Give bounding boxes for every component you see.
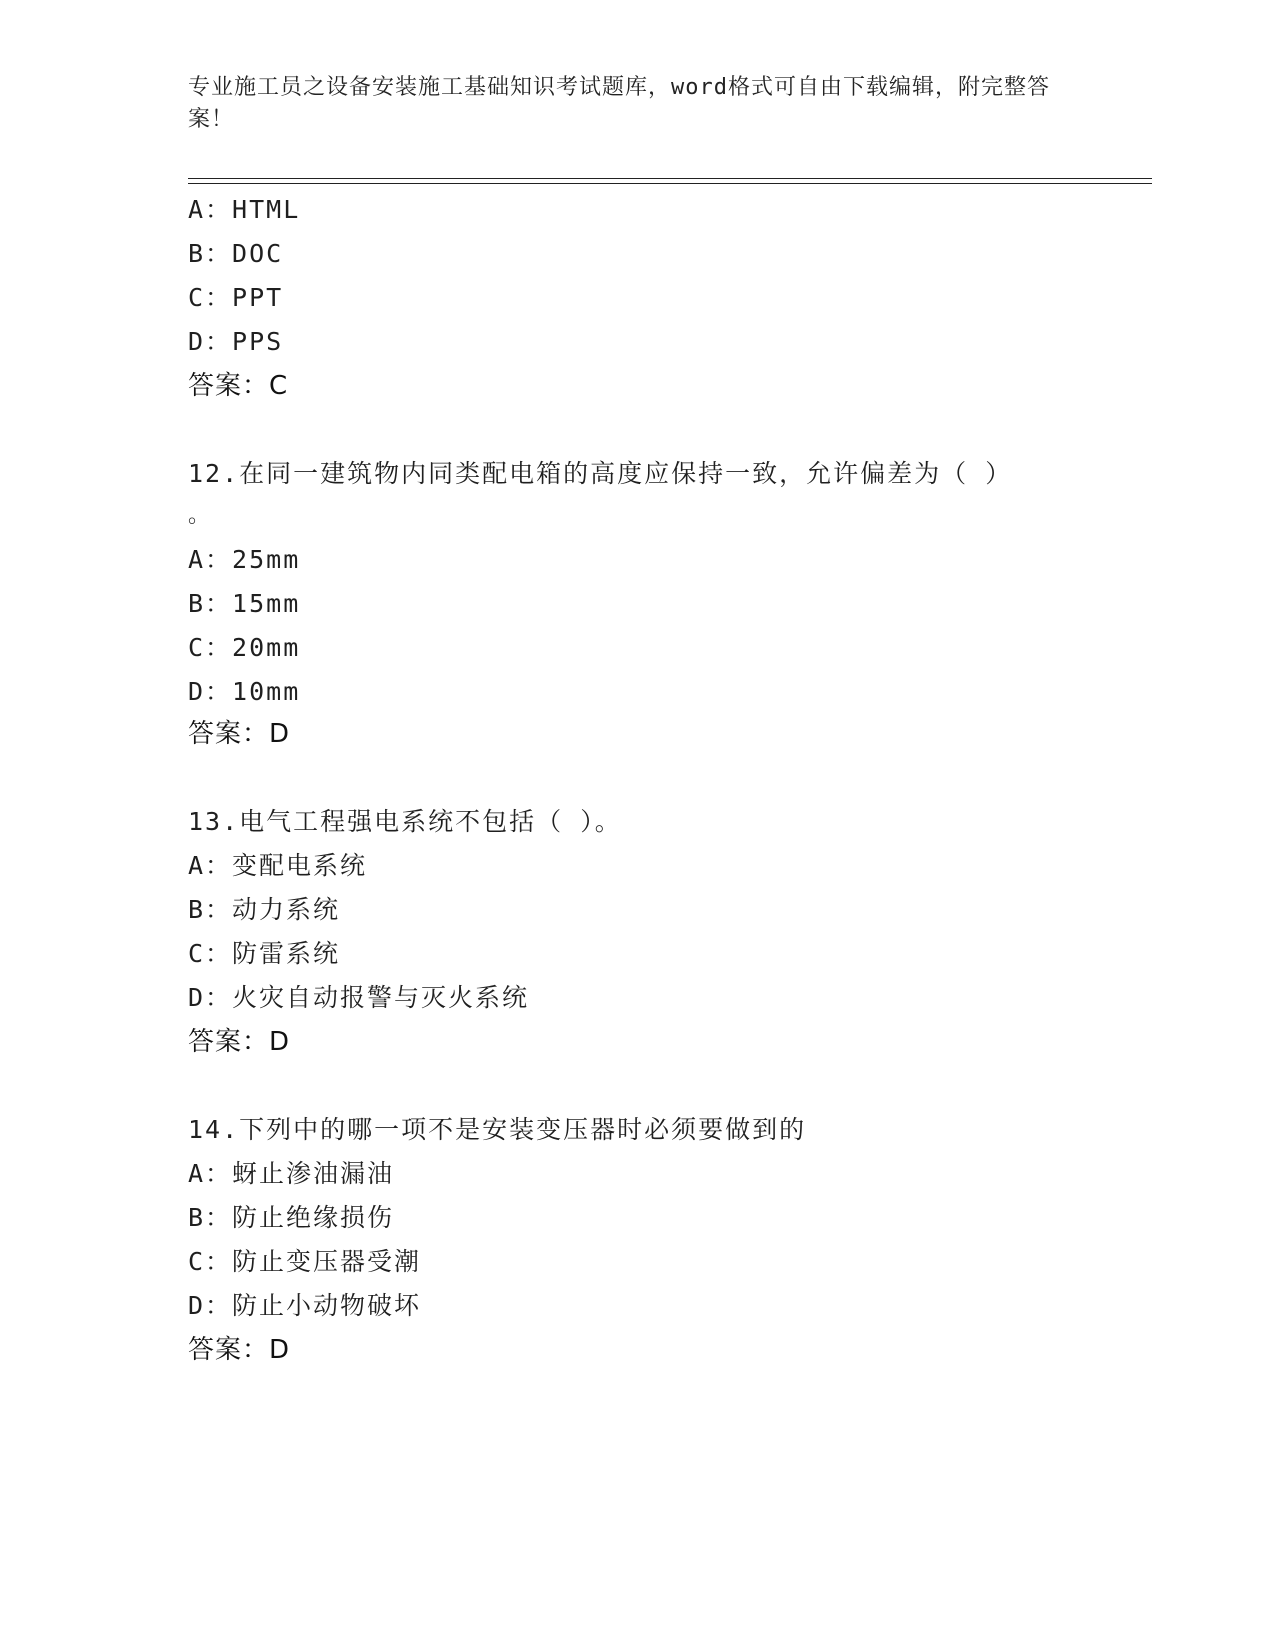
q11-answer: 答案：C (188, 371, 289, 401)
q12-option-d: D：10mm (188, 677, 301, 706)
header-divider-top (188, 178, 1152, 179)
q14-option-b: B：防止绝缘损伤 (188, 1203, 395, 1232)
q14-option-d: D：防止小动物破坏 (188, 1291, 422, 1320)
q13-option-a: A：变配电系统 (188, 851, 368, 880)
q13-option-d: D：火灾自动报警与灭火系统 (188, 983, 530, 1012)
q12-option-c: C：20mm (188, 633, 301, 662)
q11-option-c: C：PPT (188, 283, 284, 312)
q14-option-a: A：蚜止渗油漏油 (188, 1159, 395, 1188)
q14-stem: 14.下列中的哪一项不是安装变压器时必须要做到的 (188, 1115, 807, 1144)
q13-answer: 答案：D (188, 1027, 291, 1057)
q13-option-b: B：动力系统 (188, 895, 341, 924)
q13-option-c: C：防雷系统 (188, 939, 341, 968)
q12-answer: 答案：D (188, 719, 291, 749)
header-divider-bottom (188, 183, 1152, 184)
q14-answer: 答案：D (188, 1335, 291, 1365)
q12-stem-continued: 。 (188, 503, 213, 528)
q11-option-b: B：DOC (188, 239, 284, 268)
q12-option-b: B：15mm (188, 589, 301, 618)
q12-stem: 12.在同一建筑物内同类配电箱的高度应保持一致，允许偏差为（ ） (188, 459, 1013, 488)
q12-option-a: A：25mm (188, 545, 301, 574)
q14-option-c: C：防止变压器受潮 (188, 1247, 422, 1276)
document-header: 专业施工员之设备安装施工基础知识考试题库，word格式可自由下载编辑，附完整答案！ (188, 75, 1050, 132)
q11-option-a: A：HTML (188, 195, 301, 224)
q11-option-d: D：PPS (188, 327, 284, 356)
q13-stem: 13.电气工程强电系统不包括（ ）。 (188, 807, 622, 836)
